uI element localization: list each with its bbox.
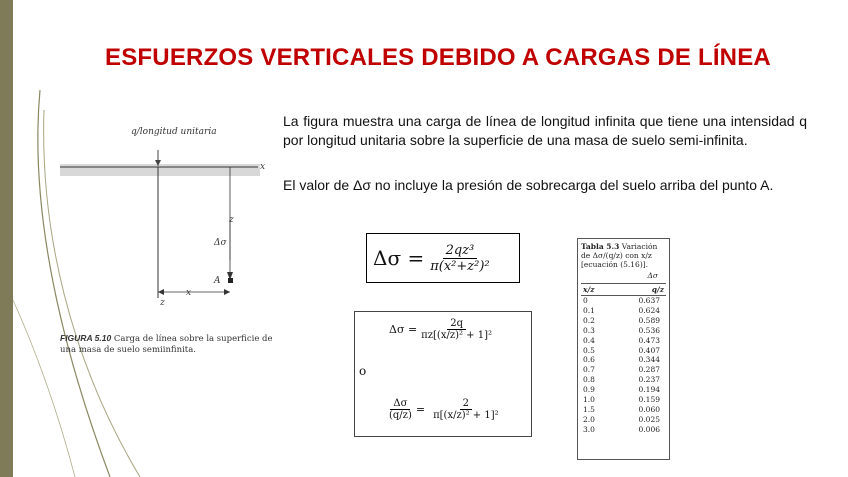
table-cell-value: 0.287 <box>638 365 660 375</box>
table-row <box>581 296 666 306</box>
formula-fraction <box>430 243 489 274</box>
table-cell-xz: 0.2 <box>583 315 595 325</box>
load-label: q/longitud unitaria <box>131 127 217 137</box>
formula-alt-2-lhs <box>389 398 412 421</box>
figure-number: FIGURA 5.10 <box>60 333 112 343</box>
table-cell-xz: 0.5 <box>583 345 595 355</box>
table-row <box>581 395 666 405</box>
table-cell-xz: 0.1 <box>583 305 595 315</box>
slide-title: ESFUERZOS VERTICALES DEBIDO A CARGAS DE LÍNEA <box>105 44 771 71</box>
formula-alt-2-equals: = <box>415 403 426 416</box>
table-cell-value: 0.536 <box>638 325 660 335</box>
table-cell-xz: 0.6 <box>583 355 595 365</box>
table-cell-xz: 0.4 <box>583 335 595 345</box>
table-cell-xz: 0.3 <box>583 325 595 335</box>
table-row <box>581 326 666 336</box>
table-cell-value: 0.637 <box>638 296 660 305</box>
z-depth-label: z <box>229 215 234 225</box>
table-body <box>581 296 666 435</box>
point-a-label: A <box>214 276 221 286</box>
formula-alt-2-fraction <box>433 398 499 421</box>
table-row <box>581 415 666 425</box>
table-cell-value: 0.237 <box>638 375 660 385</box>
table-col2-top: Δσ <box>647 271 658 280</box>
table-cell-xz: 3.0 <box>583 424 595 434</box>
table-row <box>581 425 666 435</box>
table-cell-xz: 1.0 <box>583 395 595 405</box>
table-row <box>581 385 666 395</box>
formula-alt-2 <box>389 398 499 421</box>
x-distance-label: x <box>186 288 192 298</box>
x-axis-label: x <box>260 162 266 172</box>
description-paragraph-2: El valor de Δσ no incluye la presión de sobrecarga del suelo arriba del punto A. <box>283 177 774 193</box>
table-cell-value: 0.589 <box>638 315 660 325</box>
description-paragraph-1: La figura muestra una carga de línea de longitud infinita que tiene una intensidad q por longitud unitaria sobre la superficie de una masa de suelo semi-infinita. <box>283 113 807 148</box>
table-row <box>581 375 666 385</box>
table-col2-header: q/z <box>651 285 664 294</box>
table-caption-text: Variación de Δσ/(q/z) con x/z [ecuación (5.16)]. <box>581 242 658 269</box>
table-row <box>581 306 666 316</box>
table-cell-xz: 0.9 <box>583 385 595 395</box>
table-cell-value: 0.473 <box>638 335 660 345</box>
table-cell-value: 0.624 <box>638 305 660 315</box>
formula-denominator: π(x²+z²)² <box>430 258 490 274</box>
table-row <box>581 336 666 346</box>
table-caption-title: Tabla 5.3 <box>581 242 620 251</box>
table-cell-value: 0.025 <box>638 414 660 424</box>
formula-alt-1-fraction <box>421 318 492 341</box>
table-row <box>581 316 666 326</box>
formula-alt-2-numerator: 2 <box>460 398 472 410</box>
table-row <box>581 365 666 375</box>
table-header <box>581 283 666 296</box>
formula-alt-1-lhs: Δσ = <box>389 323 418 336</box>
table-cell-xz: 0 <box>583 296 588 305</box>
table-cell-value: 0.407 <box>638 345 660 355</box>
formula-alt-2-denominator: π[(x/z)² + 1]² <box>433 410 499 421</box>
table-row <box>581 346 666 356</box>
table-col1-header: x/z <box>583 285 595 294</box>
table-cell-value: 0.194 <box>638 385 660 395</box>
delta-sigma-label: Δσ <box>214 238 227 248</box>
table-cell-xz: 1.5 <box>583 404 595 414</box>
figure-caption-text: Carga de línea sobre la superficie de una masa de suelo semiinfinita. <box>60 334 273 355</box>
formula-alt-2-lhs-num: Δσ <box>390 398 410 410</box>
table-cell-value: 0.344 <box>638 355 660 365</box>
formula-lhs: Δσ = <box>373 246 425 270</box>
table-cell-value: 0.060 <box>638 404 660 414</box>
alternate-formula-box <box>354 311 532 437</box>
table-cell-xz: 0.7 <box>583 365 595 375</box>
table-5-3 <box>577 238 670 460</box>
formula-numerator: 2qz³ <box>443 243 478 259</box>
table-row <box>581 405 666 415</box>
table-cell-value: 0.159 <box>638 395 660 405</box>
table-row <box>581 355 666 365</box>
formula-alt-2-lhs-den: (q/z) <box>389 410 412 421</box>
table-cell-xz: 2.0 <box>583 414 595 424</box>
or-label: o <box>359 364 367 378</box>
main-formula-box <box>366 233 520 283</box>
z-axis-label: z <box>160 298 165 308</box>
table-cell-xz: 0.8 <box>583 375 595 385</box>
table-cell-value: 0.006 <box>638 424 660 434</box>
formula-alt-1 <box>389 318 492 341</box>
formula-alt-1-numerator: 2q <box>447 318 466 330</box>
figure-caption <box>60 333 280 356</box>
formula-alt-1-denominator: πz[(x/z)² + 1]² <box>421 330 493 341</box>
table-caption <box>581 242 666 269</box>
